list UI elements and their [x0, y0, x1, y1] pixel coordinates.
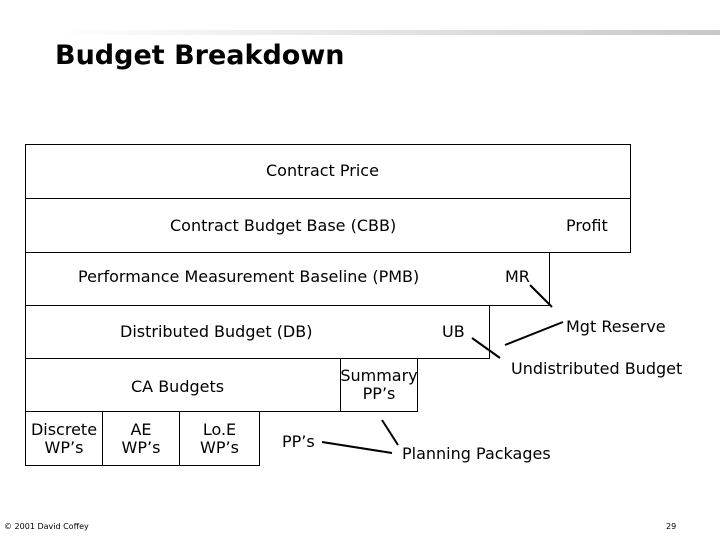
ub-connector	[472, 338, 500, 358]
contract-price-label: Contract Price	[266, 161, 379, 180]
undistributed-budget-label: Undistributed Budget	[511, 359, 683, 378]
page-number: 29	[666, 522, 677, 531]
ae-line1: AE	[130, 420, 152, 439]
summary-pp-line1: Summary	[340, 366, 418, 385]
mr-connector	[530, 285, 552, 307]
mgt-reserve-connector	[505, 322, 563, 345]
slide-title: Budget Breakdown	[55, 40, 345, 71]
summary-pp-line2: PP’s	[362, 384, 396, 404]
pps-connector	[322, 442, 392, 453]
pmb-label: Performance Measurement Baseline (PMB)	[78, 267, 420, 286]
db-label: Distributed Budget (DB)	[120, 322, 313, 341]
ub-label: UB	[442, 322, 465, 341]
ca-budgets-label: CA Budgets	[131, 377, 225, 396]
ae-line2: WP’s	[121, 438, 161, 458]
mr-label: MR	[505, 267, 530, 286]
discrete-line2: WP’s	[44, 438, 84, 458]
pps-label: PP’s	[282, 432, 315, 451]
undistributed-connector	[382, 420, 398, 445]
footer-copyright: © 2001 David Coffey	[4, 522, 89, 531]
planning-packages-label: Planning Packages	[402, 444, 551, 463]
discrete-line1: Discrete	[30, 420, 98, 439]
mgt-reserve-label: Mgt Reserve	[566, 317, 666, 336]
profit-label: Profit	[566, 216, 608, 235]
loe-line2: WP’s	[200, 438, 239, 458]
cbb-label: Contract Budget Base (CBB)	[170, 216, 397, 235]
loe-line1: Lo.E	[202, 420, 237, 439]
